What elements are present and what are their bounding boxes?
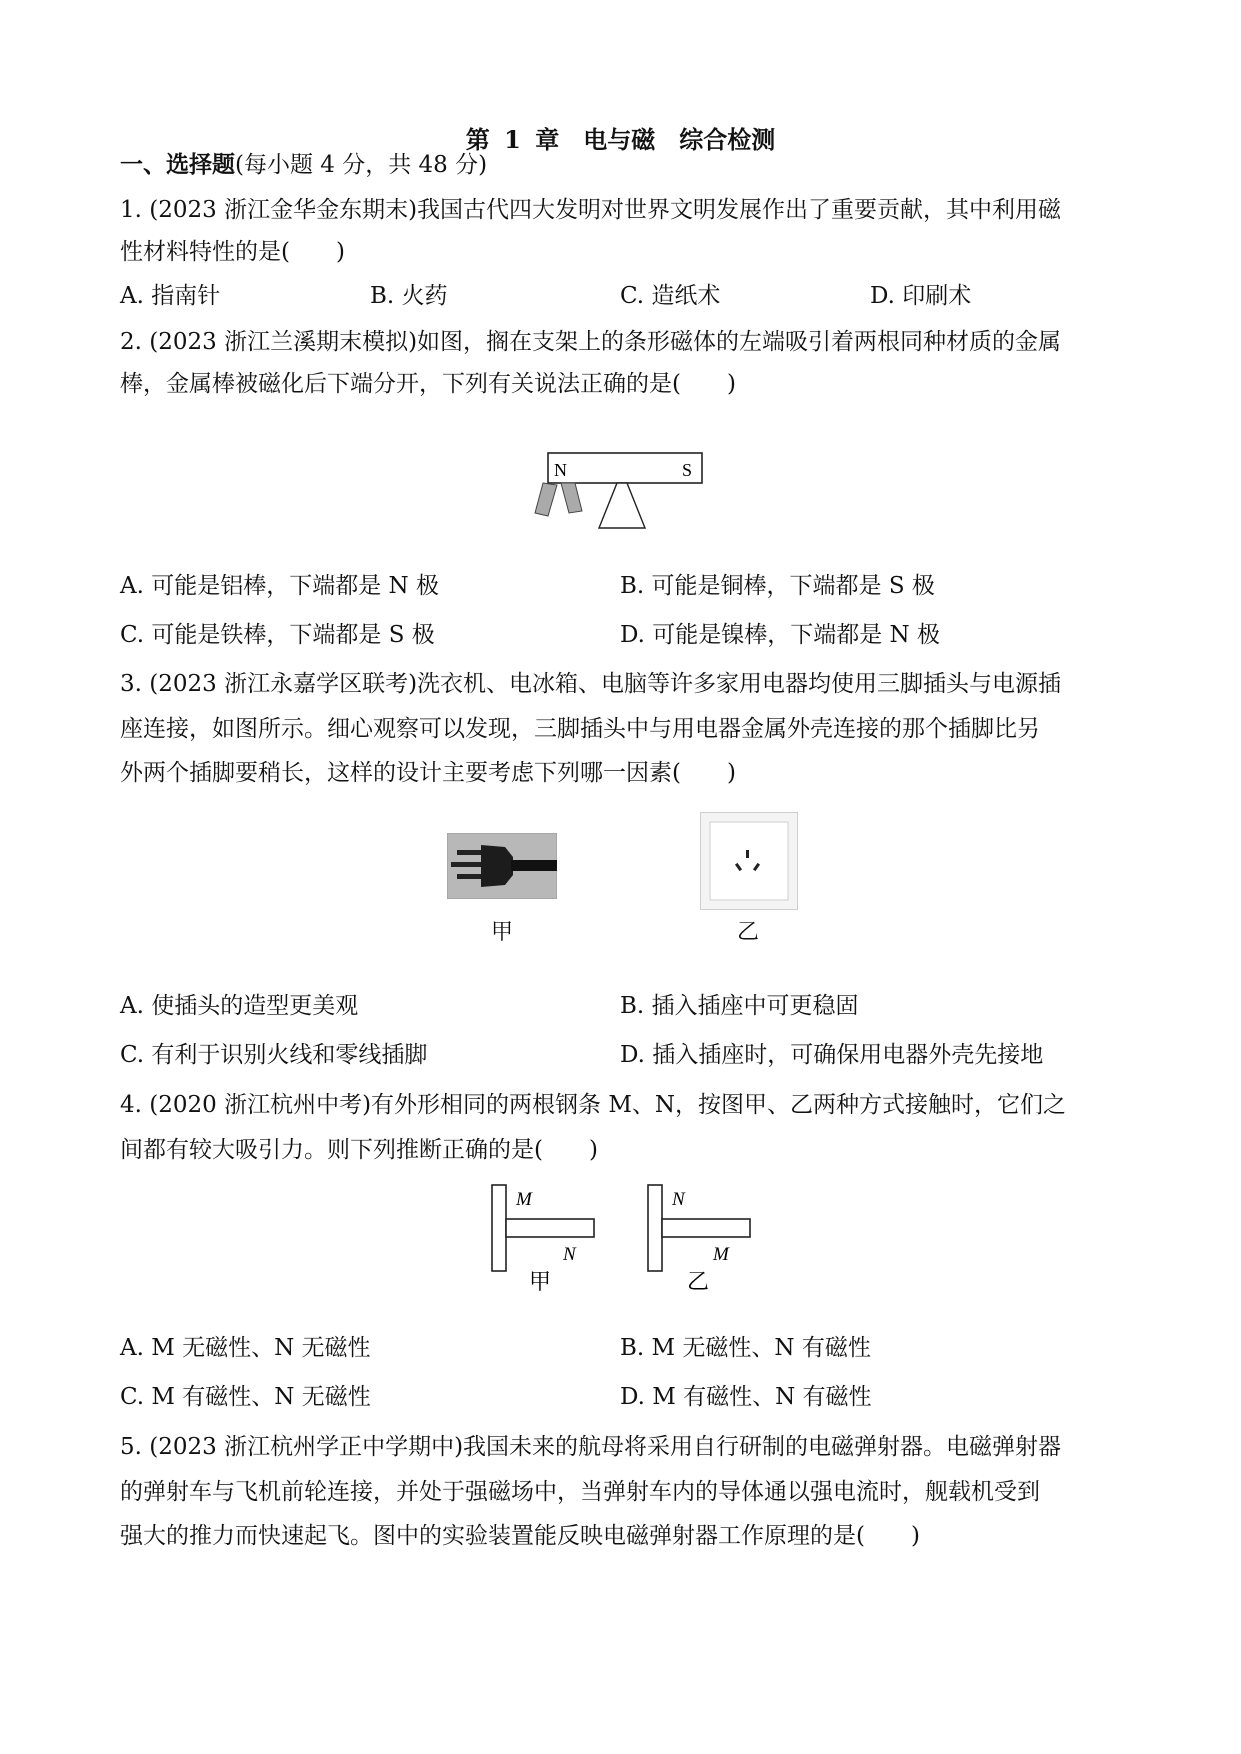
vertical-bar-n [648,1185,662,1271]
yi-caption: 乙 [686,1270,710,1293]
q3-line-2: 座连接，如图所示。细心观察可以发现，三脚插头中与用电器金属外壳连接的那个插脚比另 [120,716,1040,742]
q2-line-2: 棒，金属棒被磁化后下端分开，下列有关说法正确的是( ) [120,371,736,397]
bar-magnet [548,453,702,483]
q4-option-b: B. M 无磁性、N 有磁性 [620,1335,871,1361]
q4-line-1: 4. (2020 浙江杭州中考)有外形相同的两根钢条 M、N，按图甲、乙两种方式接触时，它们之 [120,1092,1067,1118]
q1-line-1: 1. (2023 浙江金华金东期末)我国古代四大发明对世界文明发展作出了重要贡献，其中利用磁 [120,197,1062,223]
q3-option-d: D. 插入插座时，可确保用电器外壳先接地 [620,1042,1044,1068]
yi-label-n: N [672,1189,685,1210]
jia-label-m: M [516,1189,532,1210]
page-title: 第 1 章 电与磁 综合检测 [465,125,776,154]
q4-option-c: C. M 有磁性、N 无磁性 [120,1384,371,1410]
q1-option-d: D. 印刷术 [870,283,972,309]
metal-rod-left [535,483,557,516]
plug-cable [511,860,557,871]
q2-option-d: D. 可能是镍棒，下端都是 N 极 [620,622,940,648]
plug-pin-bottom [457,874,481,879]
q1-option-a: A. 指南针 [120,283,221,309]
jia-caption: 甲 [528,1270,552,1293]
section-note: (每小题 4 分，共 48 分) [235,152,488,178]
vertical-bar-m [492,1185,506,1271]
q3-option-a: A. 使插头的造型更美观 [120,993,359,1019]
horizontal-bar-n [506,1219,594,1237]
q2-option-a: A. 可能是铝棒，下端都是 N 极 [120,573,439,599]
magnet-stand [599,483,645,528]
three-pin-plug-figure [447,833,557,899]
section-title: 一、选择题 [120,151,235,178]
q3-caption-left: 甲 [490,920,513,945]
magnet-s-label: S [682,460,693,480]
horizontal-bar-m [662,1219,750,1237]
q1-option-b: B. 火药 [370,283,448,309]
section-heading [120,150,487,180]
steel-bars-figure-jia [490,1183,600,1293]
q1-option-c: C. 造纸术 [620,283,721,309]
q3-caption-right: 乙 [736,920,759,945]
q3-option-c: C. 有利于识别火线和零线插脚 [120,1042,428,1068]
yi-label-m: M [713,1244,729,1265]
q5-line-3: 强大的推力而快速起飞。图中的实验装置能反映电磁弹射器工作原理的是( ) [120,1523,920,1549]
socket-hole-earth [746,850,749,858]
plug-pin-middle [451,862,481,867]
q3-line-1: 3. (2023 浙江永嘉学区联考)洗衣机、电冰箱、电脑等许多家用电器均使用三脚插头与电源插 [120,671,1062,697]
q5-line-2: 的弹射车与飞机前轮连接，并处于强磁场中，当弹射车内的导体通以强电流时，舰载机受到 [120,1479,1040,1505]
q5-line-1: 5. (2023 浙江杭州学正中学期中)我国未来的航母将采用自行研制的电磁弹射器。电磁弹射器 [120,1434,1062,1460]
q4-line-2: 间都有较大吸引力。则下列推断正确的是( ) [120,1137,598,1163]
q4-option-a: A. M 无磁性、N 无磁性 [120,1335,371,1361]
steel-bars-figure-yi [646,1183,756,1293]
plug-pin-top [457,850,481,855]
q3-line-3: 外两个插脚要稍长，这样的设计主要考虑下列哪一因素( ) [120,760,736,786]
socket-face [710,822,788,900]
q3-option-b: B. 插入插座中可更稳固 [620,993,859,1019]
plug-body [481,845,513,887]
jia-label-n: N [563,1244,576,1265]
magnet-figure [530,448,710,536]
q4-option-d: D. M 有磁性、N 有磁性 [620,1384,872,1410]
q2-option-c: C. 可能是铁棒，下端都是 S 极 [120,622,435,648]
q2-line-1: 2. (2023 浙江兰溪期末模拟)如图，搁在支架上的条形磁体的左端吸引着两根同种材质的金属 [120,329,1062,355]
metal-rod-right [561,483,582,513]
socket-figure [700,812,798,910]
magnet-n-label: N [554,460,567,480]
q1-line-2: 性材料特性的是( ) [120,239,345,265]
q2-option-b: B. 可能是铜棒，下端都是 S 极 [620,573,935,599]
